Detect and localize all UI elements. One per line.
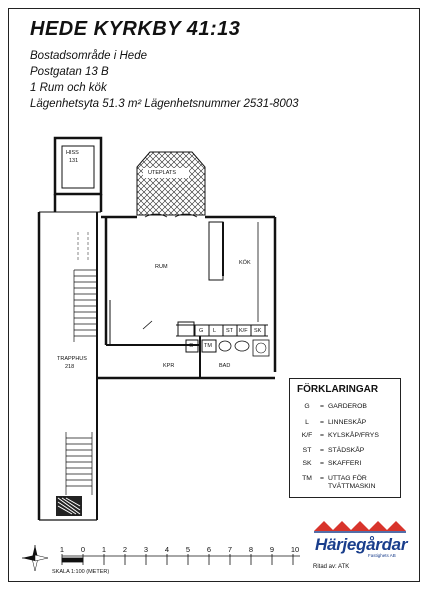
scale-number: 3 <box>143 545 149 554</box>
legend-desc: GARDEROB <box>328 403 367 410</box>
room-label-trapphus-number: 218 <box>65 364 75 370</box>
legend-equals: = <box>320 419 324 426</box>
room-label-kf: K/F <box>239 328 248 334</box>
room-label-l: L <box>213 328 217 334</box>
drawn-by: Ritad av: ATK <box>313 564 350 570</box>
scale-label: SKALA 1:100 (METER) <box>52 569 110 575</box>
scale-number: 8 <box>248 545 254 554</box>
room-label-rum: RUM <box>155 264 168 270</box>
room-label-trapphus: TRAPPHUS <box>57 356 87 362</box>
scale-number: 1 <box>101 545 107 554</box>
info-size-number: Lägenhetsyta 51.3 m² Lägenhetsnummer 2531-8003 <box>30 98 299 110</box>
legend-code: K/F <box>301 432 313 439</box>
legend-code: L <box>305 419 309 426</box>
scale-number: 7 <box>227 545 233 554</box>
room-label-bad: BAD <box>219 363 231 369</box>
legend-desc: KYLSKÅP/FRYS <box>328 432 379 439</box>
legend-box <box>289 378 401 498</box>
legend-equals: = <box>320 403 324 410</box>
logo-roofs-icon <box>314 521 406 532</box>
room-label-g2: G <box>189 343 194 349</box>
room-label-sk: SK <box>254 328 262 334</box>
room-label-g1: G <box>199 328 204 334</box>
legend-desc: SKAFFERI <box>328 460 362 467</box>
legend-equals: = <box>320 460 324 467</box>
info-rooms: 1 Rum och kök <box>30 82 107 94</box>
north-arrow-icon <box>22 545 48 571</box>
legend-code: SK <box>302 460 312 467</box>
legend-desc: STÄDSKÅP <box>328 447 365 454</box>
scale-bar <box>62 554 300 565</box>
legend-equals: = <box>320 475 324 482</box>
scale-number: 5 <box>185 545 191 554</box>
legend-code: G <box>304 403 310 410</box>
room-label-kpr: KPR <box>163 363 175 369</box>
scale-number: 0 <box>80 545 86 554</box>
info-area: Bostadsområde i Hede <box>30 50 147 62</box>
legend-code: TM <box>302 475 312 482</box>
legend-code: ST <box>302 447 312 454</box>
room-label-uteplats: UTEPLATS <box>148 170 177 176</box>
scale-number: 1 <box>59 545 65 554</box>
scale-number: 6 <box>206 545 212 554</box>
legend-desc: UTTAG FÖR TVÄTTMASKIN <box>328 475 376 490</box>
room-label-hiss: HISS <box>66 150 79 156</box>
legend-equals: = <box>320 447 324 454</box>
company-logo-subtitle: Fastighets AB <box>368 553 396 558</box>
info-address: Postgatan 13 B <box>30 66 109 78</box>
company-logo: Härjegårdar <box>315 535 408 554</box>
scale-number: 2 <box>122 545 128 554</box>
legend-title: FÖRKLARINGAR <box>297 384 379 395</box>
scale-number: 10 <box>290 545 300 554</box>
scale-number: 4 <box>164 545 170 554</box>
room-label-tm: TM <box>204 343 212 349</box>
scale-number: 9 <box>269 545 275 554</box>
room-label-hiss-number: 131 <box>69 158 79 164</box>
legend-equals: = <box>320 432 324 439</box>
legend-desc: LINNESKÅP <box>328 419 367 426</box>
patio-hatch <box>137 152 205 215</box>
room-label-kok: KÖK <box>239 260 251 266</box>
property-title: HEDE KYRKBY 41:13 <box>30 18 241 40</box>
room-label-st: ST <box>226 328 234 334</box>
